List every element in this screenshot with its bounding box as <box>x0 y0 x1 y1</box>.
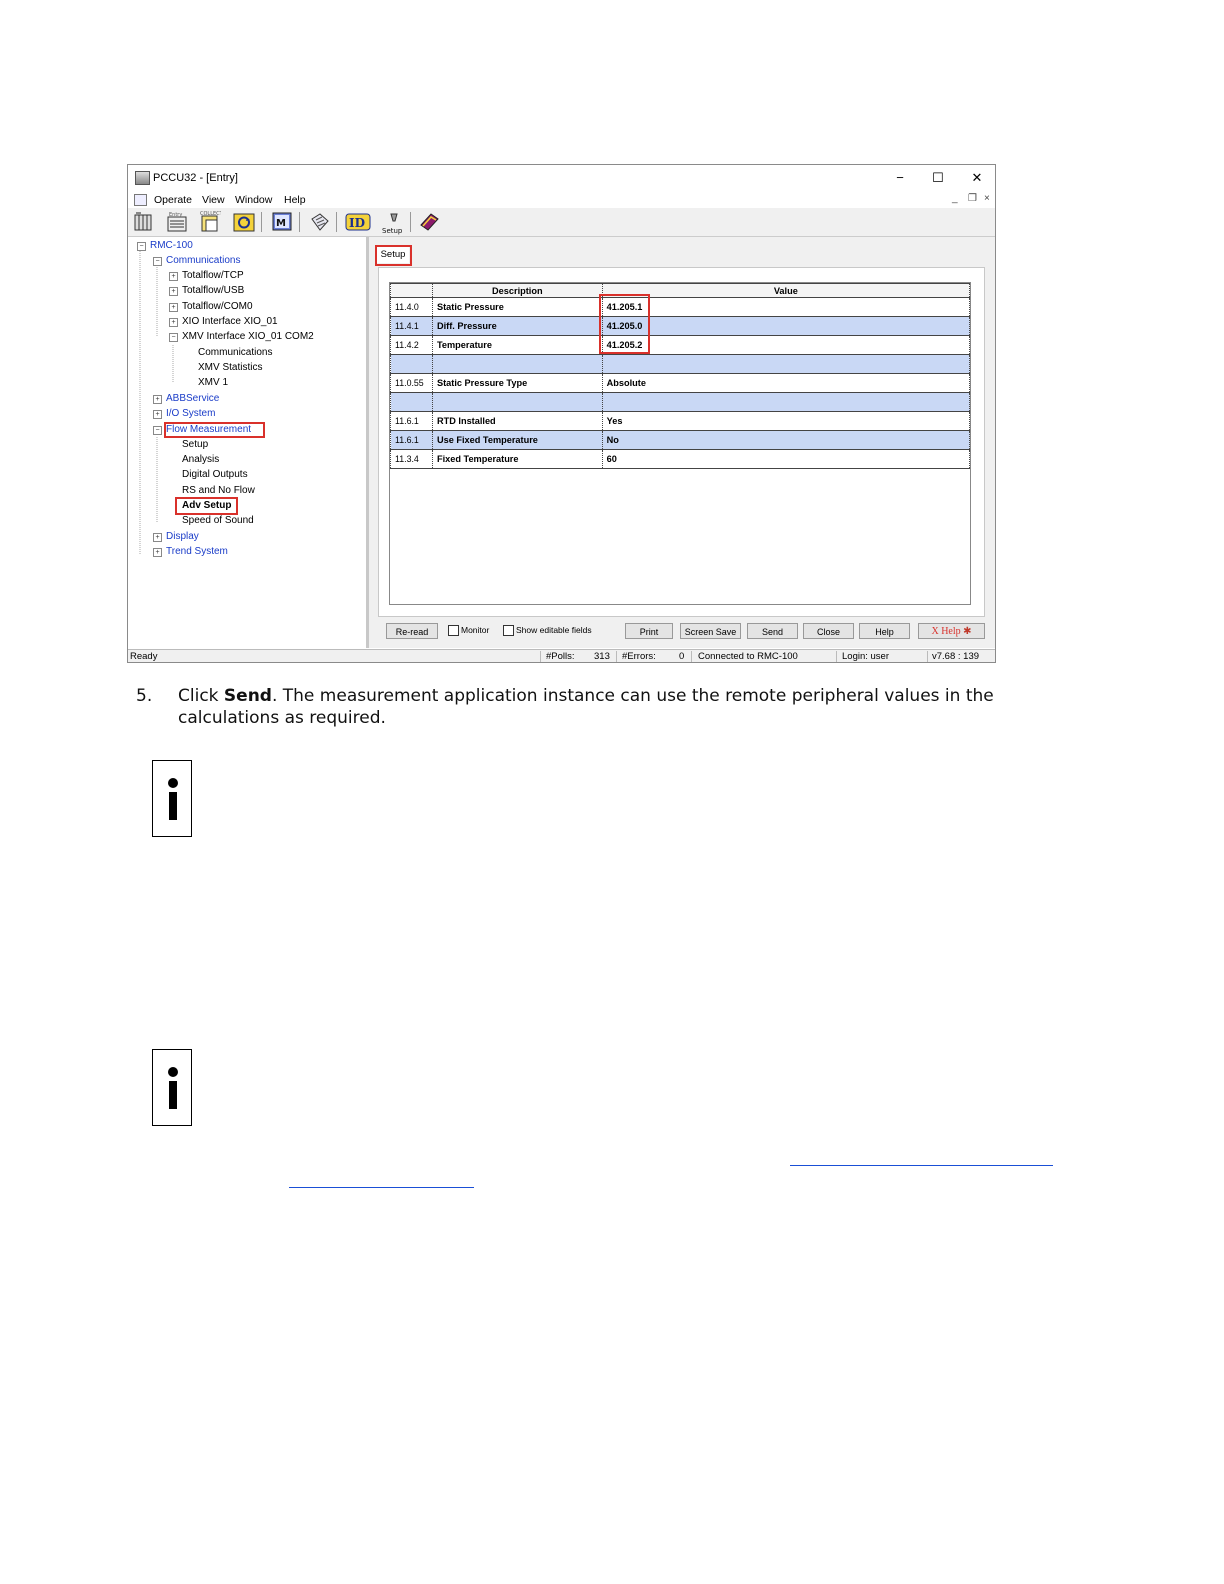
expand-toggle[interactable]: − <box>169 333 178 342</box>
row-id <box>391 393 433 412</box>
title-bar <box>128 165 995 191</box>
toolbar-separator <box>336 212 337 232</box>
tree-node-totalflow-com0[interactable]: Totalflow/COM0 <box>182 301 253 312</box>
bug-icon: ✱ <box>963 626 972 637</box>
svg-text:Entry: Entry <box>169 212 183 218</box>
row-value[interactable]: 41.205.0 <box>602 317 969 336</box>
expand-toggle[interactable]: + <box>169 287 178 296</box>
row-value[interactable]: 60 <box>602 450 969 469</box>
expand-toggle[interactable]: + <box>153 395 162 404</box>
tab-setup[interactable]: Setup <box>377 246 409 263</box>
data-grid <box>389 282 971 605</box>
connection-status: Connected to RMC-100 <box>698 651 798 662</box>
errors-label: #Errors: <box>622 651 656 662</box>
menu-bar <box>128 191 995 208</box>
step-text-bold: Send <box>223 686 272 706</box>
setup-tab-highlight <box>375 245 412 266</box>
navigation-tree <box>128 237 369 648</box>
setup-panel <box>378 267 985 617</box>
tree-node-rs-no-flow[interactable]: RS and No Flow <box>182 485 255 496</box>
table-row[interactable] <box>391 317 970 336</box>
status-bar <box>128 649 995 663</box>
adv-setup-highlight <box>175 497 238 515</box>
toolbar <box>128 208 995 237</box>
setup-icon[interactable] <box>381 211 407 233</box>
print-button[interactable]: Print <box>625 623 673 639</box>
row-id <box>391 355 433 374</box>
row-value[interactable]: 41.205.2 <box>602 336 969 355</box>
tree-guide-lines <box>128 237 366 648</box>
step-text-line2: calculations as required. <box>178 708 386 728</box>
refresh-icon[interactable] <box>233 211 255 233</box>
row-id: 11.3.4 <box>391 450 433 469</box>
row-id: 11.0.55 <box>391 374 433 393</box>
row-value[interactable] <box>602 355 969 374</box>
tree-node-display[interactable]: Display <box>166 531 199 542</box>
expand-toggle[interactable]: + <box>169 272 178 281</box>
row-description: Fixed Temperature <box>432 450 602 469</box>
row-id: 11.4.1 <box>391 317 433 336</box>
polls-value: 313 <box>594 651 610 662</box>
id-icon[interactable] <box>345 211 367 233</box>
reread-button[interactable]: Re-read <box>386 623 438 639</box>
row-id: 11.6.1 <box>391 412 433 431</box>
tree-node-rmc-100[interactable]: RMC-100 <box>150 240 193 251</box>
tree-node-communications[interactable]: Communications <box>166 255 241 266</box>
tree-node-xmv-communications[interactable]: Communications <box>198 347 273 358</box>
minimize-button[interactable]: − <box>896 170 904 185</box>
expand-toggle[interactable]: − <box>137 242 146 251</box>
row-description: RTD Installed <box>432 412 602 431</box>
step-number: 5. <box>136 686 153 706</box>
table-row[interactable] <box>391 298 970 317</box>
row-description: Diff. Pressure <box>432 317 602 336</box>
pccu32-window <box>127 164 996 663</box>
row-id: 11.6.1 <box>391 431 433 450</box>
content-pane <box>369 237 995 648</box>
monitor-checkbox-box[interactable] <box>448 625 459 636</box>
tree-node-xmv-1[interactable]: XMV 1 <box>198 377 229 388</box>
row-value[interactable] <box>602 393 969 412</box>
maximize-button[interactable]: ☐ <box>932 170 944 185</box>
monitor-label: Monitor <box>461 625 490 635</box>
tree-node-totalflow-usb[interactable]: Totalflow/USB <box>182 285 245 296</box>
monitor-icon[interactable] <box>271 211 293 233</box>
tree-node-totalflow-tcp[interactable]: Totalflow/TCP <box>182 270 244 281</box>
xhelp-button[interactable] <box>918 623 985 639</box>
row-value[interactable]: No <box>602 431 969 450</box>
row-value[interactable]: 41.205.1 <box>602 298 969 317</box>
errors-value: 0 <box>679 651 685 662</box>
table-row[interactable] <box>391 336 970 355</box>
notes-icon[interactable] <box>308 211 330 233</box>
action-bar <box>369 621 995 641</box>
table-row[interactable] <box>391 450 970 469</box>
step-text <box>178 685 1078 707</box>
table-header-row <box>391 284 970 298</box>
row-id: 11.4.0 <box>391 298 433 317</box>
table-row[interactable] <box>391 355 970 374</box>
send-button[interactable]: Send <box>747 623 798 639</box>
tree-node-analysis[interactable]: Analysis <box>182 454 220 465</box>
menu-view[interactable]: View <box>202 194 225 206</box>
row-description: Static Pressure Type <box>432 374 602 393</box>
row-value[interactable]: Yes <box>602 412 969 431</box>
svg-text:M: M <box>276 218 286 229</box>
tree-node-xmv-statistics[interactable]: XMV Statistics <box>198 362 263 373</box>
tree-node-flow-measurement[interactable]: Flow Measurement <box>166 424 252 435</box>
tree-node-abbservice[interactable]: ABBService <box>166 393 220 404</box>
row-id: 11.4.2 <box>391 336 433 355</box>
step-text-post: . The measurement application instance can use the remote peripheral values in the <box>271 686 994 706</box>
toolbar-separator <box>261 212 262 232</box>
tree-node-digital-outputs[interactable]: Digital Outputs <box>182 469 248 480</box>
flow-measurement-highlight <box>164 422 265 438</box>
expand-toggle[interactable]: + <box>169 303 178 312</box>
menu-operate[interactable]: Operate <box>154 194 192 206</box>
row-description: Use Fixed Temperature <box>432 431 602 450</box>
tree-node-xmv-interface[interactable]: XMV Interface XIO_01 COM2 <box>182 331 314 342</box>
expand-toggle[interactable]: − <box>153 257 162 266</box>
app-icon <box>135 171 150 185</box>
mdi-minimize-button[interactable]: _ <box>952 193 958 204</box>
column-header-id <box>391 284 433 298</box>
tree-node-speed-of-sound[interactable]: Speed of Sound <box>182 515 254 526</box>
table-row[interactable] <box>391 374 970 393</box>
status-separator <box>691 651 692 663</box>
polls-label: #Polls: <box>546 651 575 662</box>
tree-node-xio-interface[interactable]: XIO Interface XIO_01 <box>182 316 278 327</box>
show-editable-checkbox-box[interactable] <box>503 625 514 636</box>
screen-save-button[interactable]: Screen Save <box>680 623 741 639</box>
row-value[interactable]: Absolute <box>602 374 969 393</box>
svg-text:COLLECT: COLLECT <box>200 211 221 217</box>
expand-toggle[interactable]: + <box>169 318 178 327</box>
tree-node-adv-setup[interactable]: Adv Setup <box>182 500 232 511</box>
row-description <box>432 355 602 374</box>
monitor-checkbox[interactable] <box>448 625 489 636</box>
column-header-value: Value <box>602 284 969 298</box>
help-button[interactable]: Help <box>859 623 910 639</box>
entry-icon[interactable] <box>166 211 188 233</box>
row-description: Static Pressure <box>432 298 602 317</box>
cabinet-icon[interactable] <box>132 211 154 233</box>
row-description: Temperature <box>432 336 602 355</box>
status-separator <box>836 651 837 663</box>
table-row[interactable] <box>391 431 970 450</box>
status-ready: Ready <box>130 651 158 662</box>
expand-toggle[interactable]: − <box>153 426 162 435</box>
values-highlight <box>599 294 650 354</box>
status-separator <box>927 651 928 663</box>
collect-icon[interactable] <box>199 211 221 233</box>
help-book-icon[interactable] <box>418 211 440 233</box>
row-description <box>432 393 602 412</box>
status-separator <box>616 651 617 663</box>
close-button[interactable]: ✕ <box>971 170 983 185</box>
toolbar-separator <box>410 212 411 232</box>
tree-node-setup[interactable]: Setup <box>182 439 209 450</box>
show-editable-label: Show editable fields <box>516 625 592 635</box>
column-header-description: Description <box>432 284 602 298</box>
mdi-close-button[interactable]: × <box>984 193 990 204</box>
close-dialog-button[interactable]: Close <box>803 623 854 639</box>
toolbar-separator <box>299 212 300 232</box>
login-status: Login: user <box>842 651 890 662</box>
setup-table <box>390 283 970 469</box>
expand-toggle[interactable]: + <box>153 410 162 419</box>
status-separator <box>540 651 541 663</box>
xhelp-label: X Help <box>931 626 961 637</box>
expand-toggle[interactable]: + <box>153 548 162 557</box>
hyperlink-underline[interactable] <box>289 1187 474 1188</box>
document-icon[interactable] <box>134 194 147 206</box>
step-text-pre: Click <box>178 686 224 706</box>
mdi-restore-button[interactable]: ❐ <box>968 193 977 204</box>
table-row[interactable] <box>391 412 970 431</box>
menu-help[interactable]: Help <box>284 194 306 206</box>
info-icon <box>152 760 192 837</box>
tree-node-io-system[interactable]: I/O System <box>166 408 216 419</box>
table-row[interactable] <box>391 393 970 412</box>
setup-icon-label: Setup <box>382 227 403 235</box>
window-title: PCCU32 - [Entry] <box>153 172 238 184</box>
info-icon <box>152 1049 192 1126</box>
svg-text:ID: ID <box>349 216 366 230</box>
show-editable-checkbox[interactable] <box>503 625 592 636</box>
hyperlink-underline[interactable] <box>790 1165 1053 1166</box>
menu-window[interactable]: Window <box>235 194 273 206</box>
version-status: v7.68 : 139 <box>932 651 980 662</box>
tree-node-trend-system[interactable]: Trend System <box>166 546 228 557</box>
expand-toggle[interactable]: + <box>153 533 162 542</box>
